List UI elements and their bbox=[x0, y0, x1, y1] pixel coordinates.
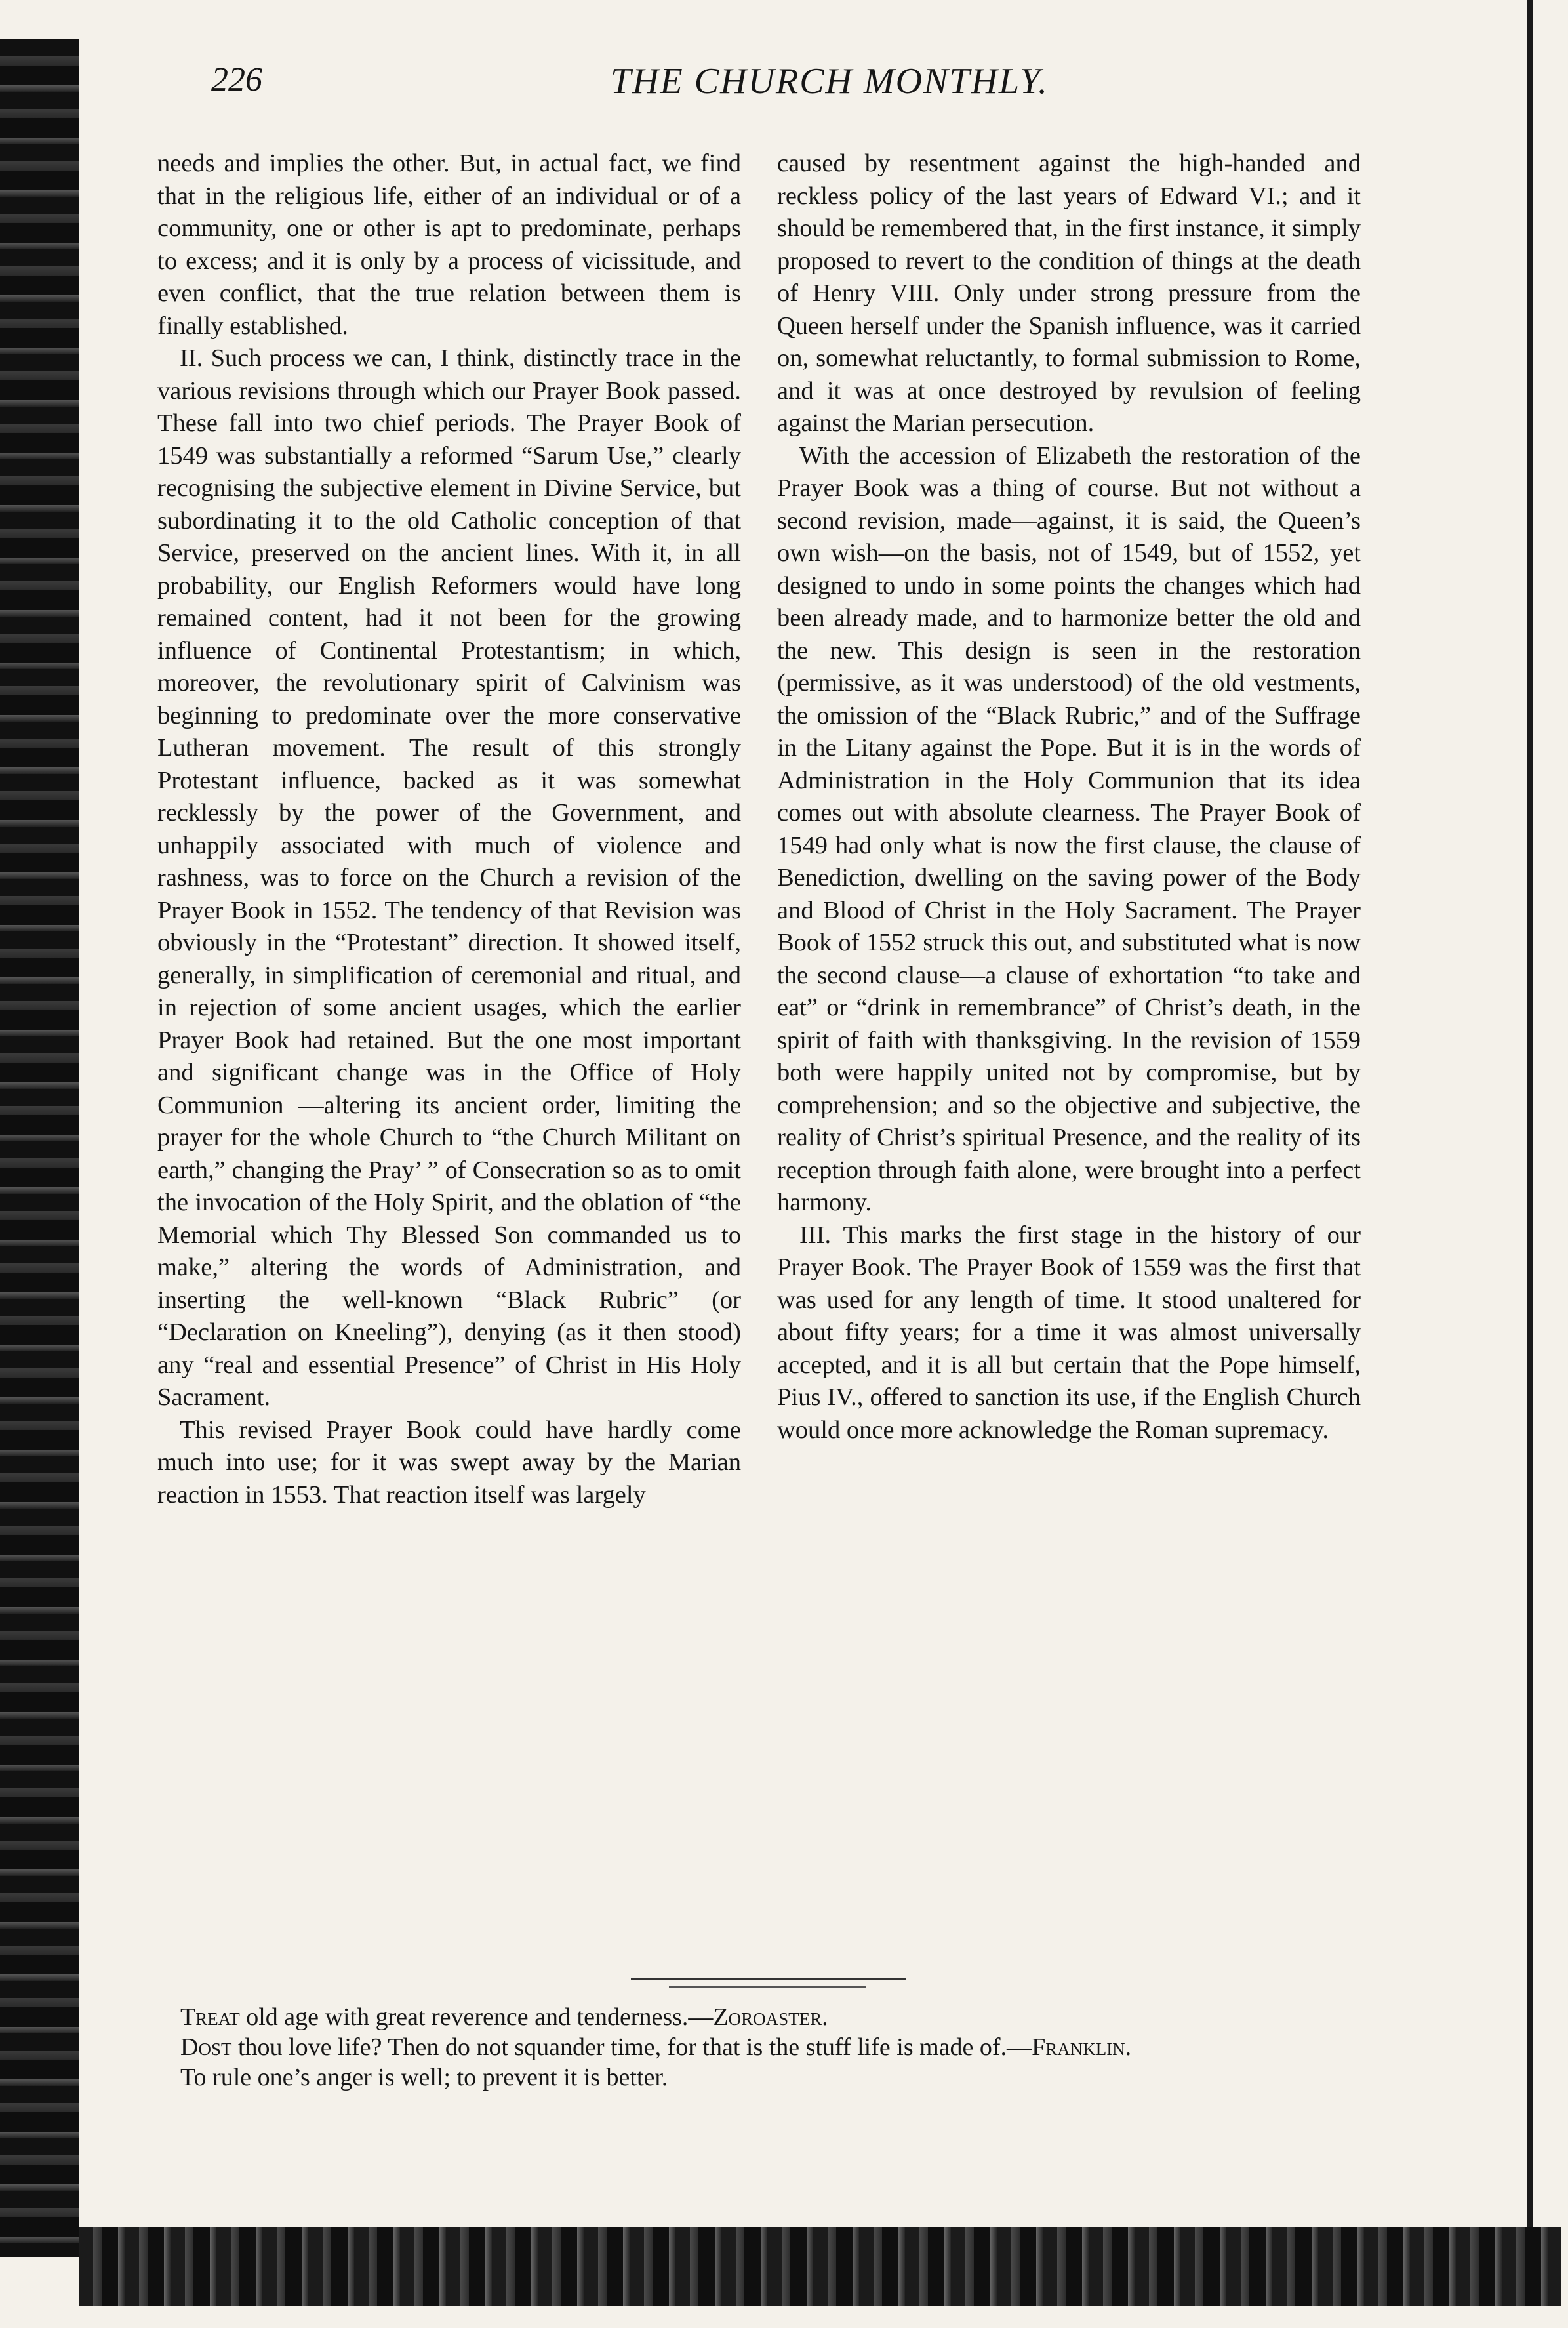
paragraph: caused by resentment against the high-handed and reckless policy of the last years of Edward VI.; and it should be remembered that, in the first instance, it simply proposed to revert to the condition of things at the death of Henry VIII. Only under strong pressure from the Queen herself under the Spanish influence, was it carried on, somewhat reluctantly, to formal submission to Rome, and it was at once destroyed by revulsion of feeling against the Marian persecution. bbox=[777, 150, 1361, 437]
left-column bbox=[157, 148, 741, 1511]
quote bbox=[180, 2032, 1354, 2062]
paragraph: With the accession of Elizabeth the restoration of the Prayer Book was a thing of course. But not without a second revision, made—against, it is said, the Queen’s own wish—on the basis, not of 1549, but of 1552, yet designed to undo in some points the changes which had been already made, and to harmonize better the old and the new. This design is seen in the restoration (permissive, as it was understood) of the old vestments, the omission of the “Black Rubric,” and of the Suffrage in the Litany against the Pope. But it is in the words of Administration in the Holy Communion that its idea comes out with absolute clearness. The Prayer Book of 1549 had only what is now the first clause, the clause of Benediction, dwelling on the saving power of the Body and Blood of Christ in the Holy Sacrament. The Prayer Book of 1552 struck this out, and substituted what is now the second clause—a clause of exhortation “to take and eat” or “drink in remembrance” of Christ’s death, in the spirit of faith with thanksgiving. In the revision of 1559 both were happily united not by compromise, but by comprehension; and so the objective and subjective, the reality of Christ’s spiritual Presence, and the reality of its reception through faith alone, were brought into a perfect harmony. bbox=[777, 441, 1361, 1216]
section-divider bbox=[631, 1978, 906, 1980]
scan-edge-right bbox=[1527, 0, 1533, 2227]
quote-text: thou love life? Then do not squander time, for that is the stuff life is made of.— bbox=[231, 2033, 1032, 2061]
page-number: 226 bbox=[211, 61, 262, 98]
paragraph: II. Such process we can, I think, distinctly trace in the various revisions through which our Prayer Book passed. These fall into two chief periods. The Prayer Book of 1549 was substantially a reformed “Sarum Use,” clearly recognising the subjective element in Divine Service, but subordinating it to the old Catholic conception of that Service, preserved on the ancient lines. With it, in all probability, our English Reformers would have long remained content, had it not been for the growing influence of Continental Protestantism; in which, moreover, the revolutionary spirit of Calvinism was beginning to predominate over the more conservative Lutheran movement. The result of this strongly Protestant influence, backed as it was somewhat recklessly by the power of the Government, and unhappily associated with much of violence and rashness, was to force on the Church a revision of the Prayer Book in 1552. The tendency of that Revision was obviously in the “Protestant” direction. It showed itself, generally, in simplification of ceremonial and ritual, and in rejection of some ancient usages, which the earlier Prayer Book had retained. But the one most important and significant change was in the Office of Holy Communion —altering its ancient order, limiting the prayer for the whole Church to “the Church Militant on earth,” changing the Pray’ ” of Consecration so as to omit the invocation of the Holy Spirit, and the oblation of “the Memorial which Thy Blessed Son commanded us to make,” altering the words of Administration, and inserting the well-known “Black Rubric” (or “Declaration on Kneeling”), denying (as it then stood) any “real and essential Presence” of Christ in His Holy Sacrament. bbox=[157, 344, 741, 1411]
right-column bbox=[777, 148, 1361, 1446]
quote-text: old age with great reverence and tenderness.— bbox=[239, 2003, 714, 2031]
quote-lead: Treat bbox=[180, 2003, 240, 2031]
section-divider-short bbox=[669, 1986, 866, 1988]
quotations bbox=[180, 2002, 1354, 2093]
paragraph: needs and implies the other. But, in actual fact, we find that in the religious life, either of an individual or of a community, one or other is apt to predominate, perhaps to excess; and it is only by a process of vicissitude, and even conflict, that the true relation between them is finally established. bbox=[157, 150, 741, 340]
quote-author: Zoroaster. bbox=[713, 2003, 828, 2031]
running-header bbox=[157, 60, 1502, 119]
quote-author: Franklin. bbox=[1032, 2033, 1132, 2061]
paragraph: III. This marks the first stage in the history of our Prayer Book. The Prayer Book of 1559 was the first that was used for any length of time. It stood unaltered for about fifty years; for a time it was almost universally accepted, and it is all but certain that the Pope himself, Pius IV., offered to sanction its use, if the English Church would once more acknowledge the Roman supremacy. bbox=[777, 1221, 1361, 1444]
quote bbox=[180, 2062, 1354, 2093]
journal-title: THE CHURCH MONTHLY. bbox=[610, 61, 1049, 102]
quote-text: To rule one’s anger is well; to prevent it is better. bbox=[180, 2064, 668, 2091]
scan-shadow-bottom bbox=[79, 2227, 1561, 2306]
quote-lead: Dost bbox=[180, 2033, 232, 2061]
scan-shadow-left bbox=[0, 39, 79, 2257]
paragraph: This revised Prayer Book could have hardly come much into use; for it was swept away by the Marian reaction in 1553. That reaction itself was largely bbox=[157, 1416, 741, 1509]
quote bbox=[180, 2002, 1354, 2032]
